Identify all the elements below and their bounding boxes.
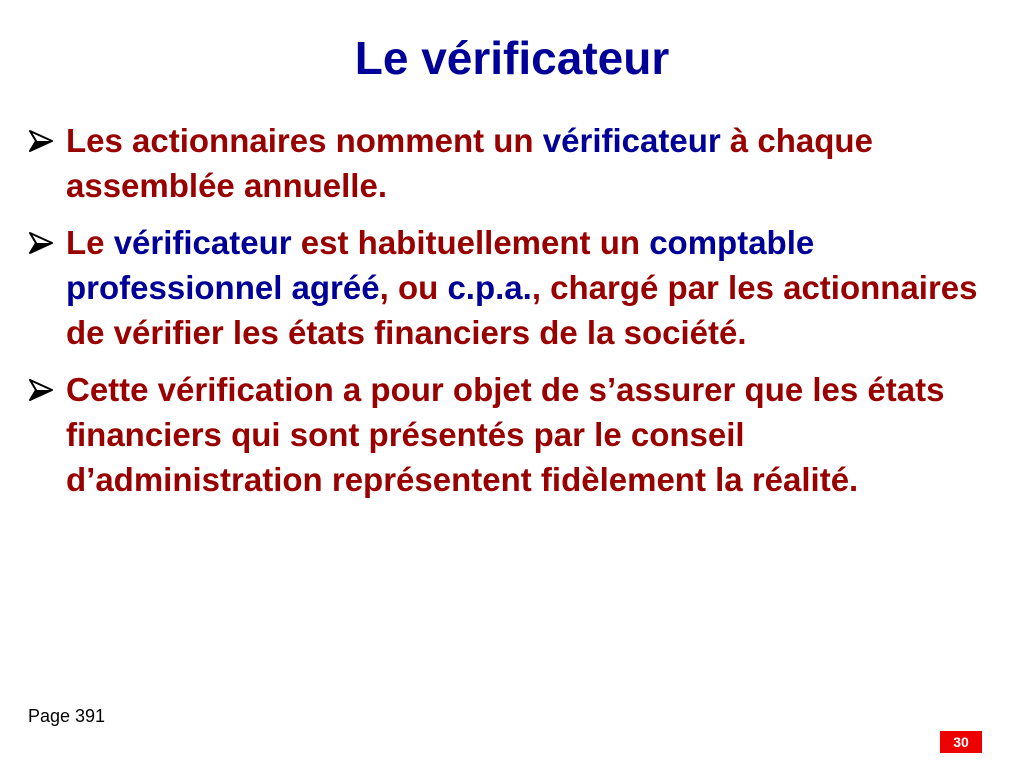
bullet-term: vérificateur	[542, 122, 721, 159]
bullet-text-segment: est habituellement un	[291, 224, 650, 261]
bullet-term: c.p.a.	[447, 269, 532, 306]
arrow-bullet-icon	[28, 378, 54, 402]
bullet-text-segment: Cette vérification a pour objet de s’assurer que les états financiers qui sont présentés par le conseil d’administration représentent fidèlement la réalité.	[66, 371, 945, 498]
page-reference: Page 391	[28, 706, 106, 726]
bullet-item	[28, 367, 1003, 502]
bullet-list	[28, 118, 1003, 514]
bullet-term: vérificateur	[113, 224, 292, 261]
slide-title: Le vérificateur	[354, 32, 670, 84]
arrow-bullet-icon	[28, 129, 54, 153]
bullet-text-segment: à chaque assemblée annuelle.	[66, 122, 873, 204]
bullet-text-segment: Les actionnaires nomment un	[66, 122, 543, 159]
bullet-term: comptable professionnel agréé	[66, 224, 815, 306]
bullet-item	[28, 118, 1003, 208]
bullet-item	[28, 220, 1003, 355]
slide-number-badge: 30	[940, 731, 982, 753]
arrow-bullet-icon	[28, 231, 54, 255]
bullet-text-segment: , ou	[379, 269, 448, 306]
bullet-text-segment: Le	[66, 224, 114, 261]
bullet-text-segment: , chargé par les actionnaires de vérifier les états financiers de la société.	[66, 269, 978, 351]
